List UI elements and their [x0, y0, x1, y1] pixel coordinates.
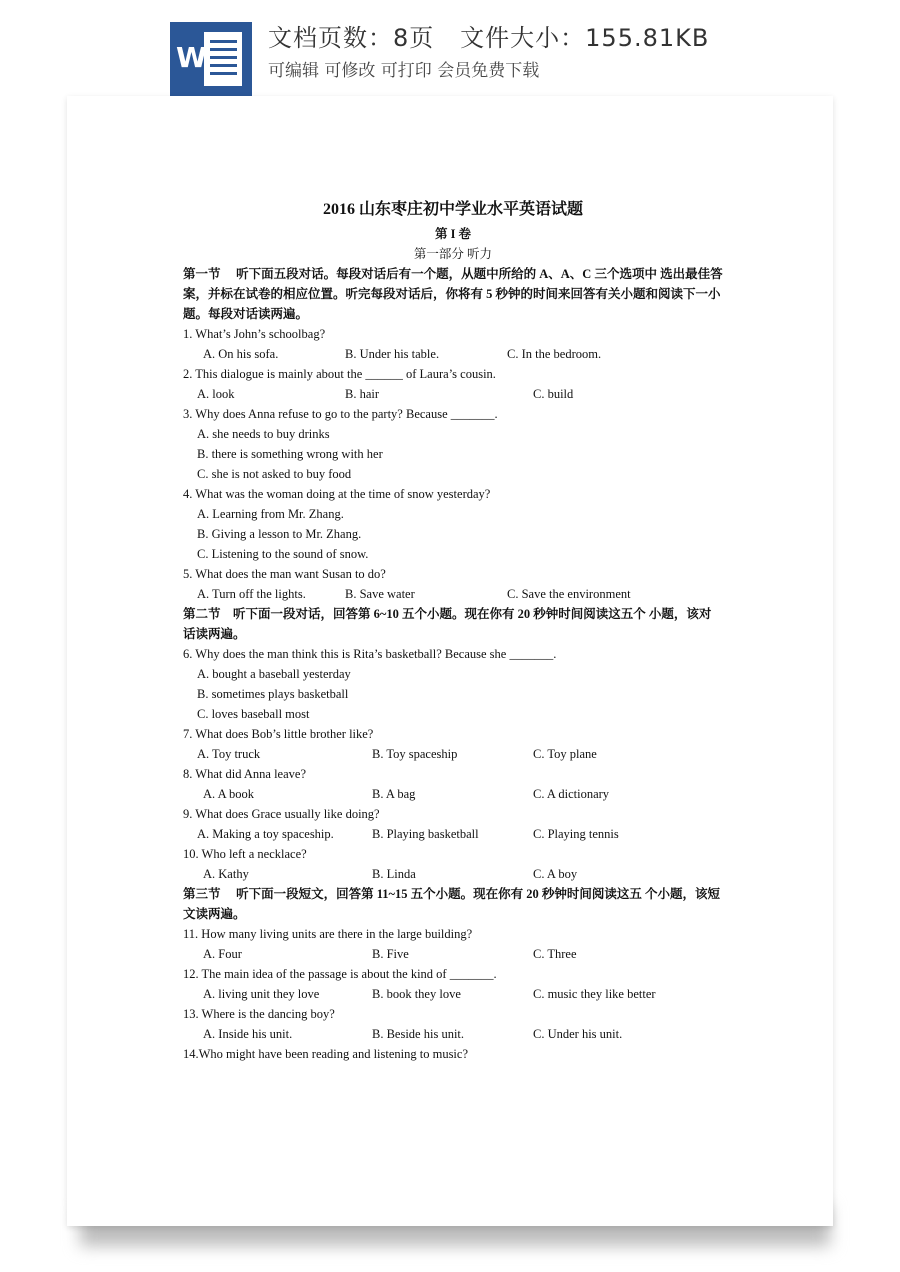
question-7-options [183, 744, 723, 764]
option-b: B. Linda [372, 867, 416, 881]
question-6-option-b [183, 684, 723, 704]
question-13: 13. Where is the dancing boy? [183, 1007, 335, 1021]
question-11-options [183, 944, 723, 964]
question-8-options [183, 784, 723, 804]
option-a: A. Four [203, 947, 242, 961]
option-a: A. she needs to buy drinks [197, 427, 330, 441]
part-heading: 第一部分 听力 [413, 247, 493, 261]
option-c: C. she is not asked to buy food [197, 467, 352, 481]
question-6-option-c [183, 704, 723, 724]
option-c: C. In the bedroom. [507, 347, 602, 361]
file-features: 可编辑 可修改 可打印 会员免费下载 [268, 61, 540, 81]
section-1-instructions: 第一节 听下面五段对话。每段对话后有一个题，从题中所给的 A、A、C 三个选项中 选出最佳答案，并标在试卷的相应位置。听完每段对话后，你将有 5 秒钟的时间来回答有关小题和阅读下一小题。每段对话读两遍。 [183, 267, 723, 321]
question-9: 9. What does Grace usually like doing? [183, 807, 380, 821]
question-4-option-b [183, 524, 723, 544]
option-b: B. Five [372, 947, 409, 961]
option-a: A. Inside his unit. [203, 1027, 293, 1041]
download-banner [0, 0, 900, 96]
word-icon-letter: W [176, 41, 207, 74]
option-b: B. A bag [372, 787, 416, 801]
option-b: B. Giving a lesson to Mr. Zhang. [197, 527, 362, 541]
option-c: C. A boy [533, 867, 578, 881]
option-b: B. Save water [345, 587, 415, 601]
question-10: 10. Who left a necklace? [183, 847, 307, 861]
question-2: 2. This dialogue is mainly about the ______ of Laura’s cousin. [183, 367, 496, 381]
option-a: A. living unit they love [203, 987, 320, 1001]
word-document-icon [170, 22, 252, 96]
question-3-option-a [183, 424, 723, 444]
option-c: C. Toy plane [533, 747, 597, 761]
option-b: B. Playing basketball [372, 827, 479, 841]
section-3-instructions: 第三节 听下面一段短文，回答第 11~15 五个小题。现在你有 20 秒钟时间阅读这五 个小题，该短文读两遍。 [183, 887, 721, 921]
doc-title: 2016 山东枣庄初中学业水平英语试题 [322, 201, 583, 218]
option-c: C. Playing tennis [533, 827, 619, 841]
option-a: A. On his sofa. [203, 347, 279, 361]
question-12: 12. The main idea of the passage is about the kind of _______. [183, 967, 497, 981]
volume-heading: 第 I 卷 [434, 227, 472, 241]
question-6-option-a [183, 664, 723, 684]
option-a: A. Making a toy spaceship. [197, 827, 334, 841]
question-6: 6. Why does the man think this is Rita’s basketball? Because she _______. [183, 647, 557, 661]
document-body [183, 196, 723, 1064]
option-b: B. hair [345, 387, 380, 401]
question-3: 3. Why does Anna refuse to go to the party? Because _______. [183, 407, 498, 421]
question-3-option-c [183, 464, 723, 484]
option-b: B. Under his table. [345, 347, 440, 361]
option-b: B. there is something wrong with her [197, 447, 383, 461]
option-c: C. Save the environment [507, 587, 631, 601]
question-8: 8. What did Anna leave? [183, 767, 306, 781]
option-a: A. look [197, 387, 235, 401]
question-2-options [183, 384, 723, 404]
question-11: 11. How many living units are there in the large building? [183, 927, 473, 941]
question-9-options [183, 824, 723, 844]
option-a: A. Learning from Mr. Zhang. [197, 507, 344, 521]
option-b: B. Toy spaceship [372, 747, 458, 761]
question-4-option-a [183, 504, 723, 524]
question-4: 4. What was the woman doing at the time of snow yesterday? [183, 487, 491, 501]
question-7: 7. What does Bob’s little brother like? [183, 727, 374, 741]
question-14: 14.Who might have been reading and listening to music? [183, 1047, 468, 1061]
section-2-instructions: 第二节 听下面一段对话，回答第 6~10 五个小题。现在你有 20 秒钟时间阅读这五个 小题，该对话读两遍。 [183, 607, 712, 641]
file-info: 文档页数：8页 文件大小：155.81KB [268, 24, 710, 52]
option-a: A. A book [203, 787, 255, 801]
option-a: A. Kathy [203, 867, 249, 881]
option-b: B. sometimes plays basketball [197, 687, 349, 701]
option-c: C. loves baseball most [197, 707, 310, 721]
option-a: A. Turn off the lights. [197, 587, 306, 601]
question-5: 5. What does the man want Susan to do? [183, 567, 386, 581]
option-b: B. book they love [372, 987, 461, 1001]
question-3-option-b [183, 444, 723, 464]
question-13-options [183, 1024, 723, 1044]
option-c: C. Three [533, 947, 577, 961]
question-1: 1. What’s John’s schoolbag? [183, 327, 326, 341]
question-5-options [183, 584, 723, 604]
question-4-option-c [183, 544, 723, 564]
question-10-options [183, 864, 723, 884]
option-c: C. build [533, 387, 574, 401]
option-a: A. bought a baseball yesterday [197, 667, 351, 681]
option-c: C. music they like better [533, 987, 656, 1001]
question-12-options [183, 984, 723, 1004]
option-b: B. Beside his unit. [372, 1027, 465, 1041]
option-a: A. Toy truck [197, 747, 261, 761]
option-c: C. A dictionary [533, 787, 610, 801]
option-c: C. Listening to the sound of snow. [197, 547, 369, 561]
option-c: C. Under his unit. [533, 1027, 623, 1041]
question-1-options [183, 344, 723, 364]
